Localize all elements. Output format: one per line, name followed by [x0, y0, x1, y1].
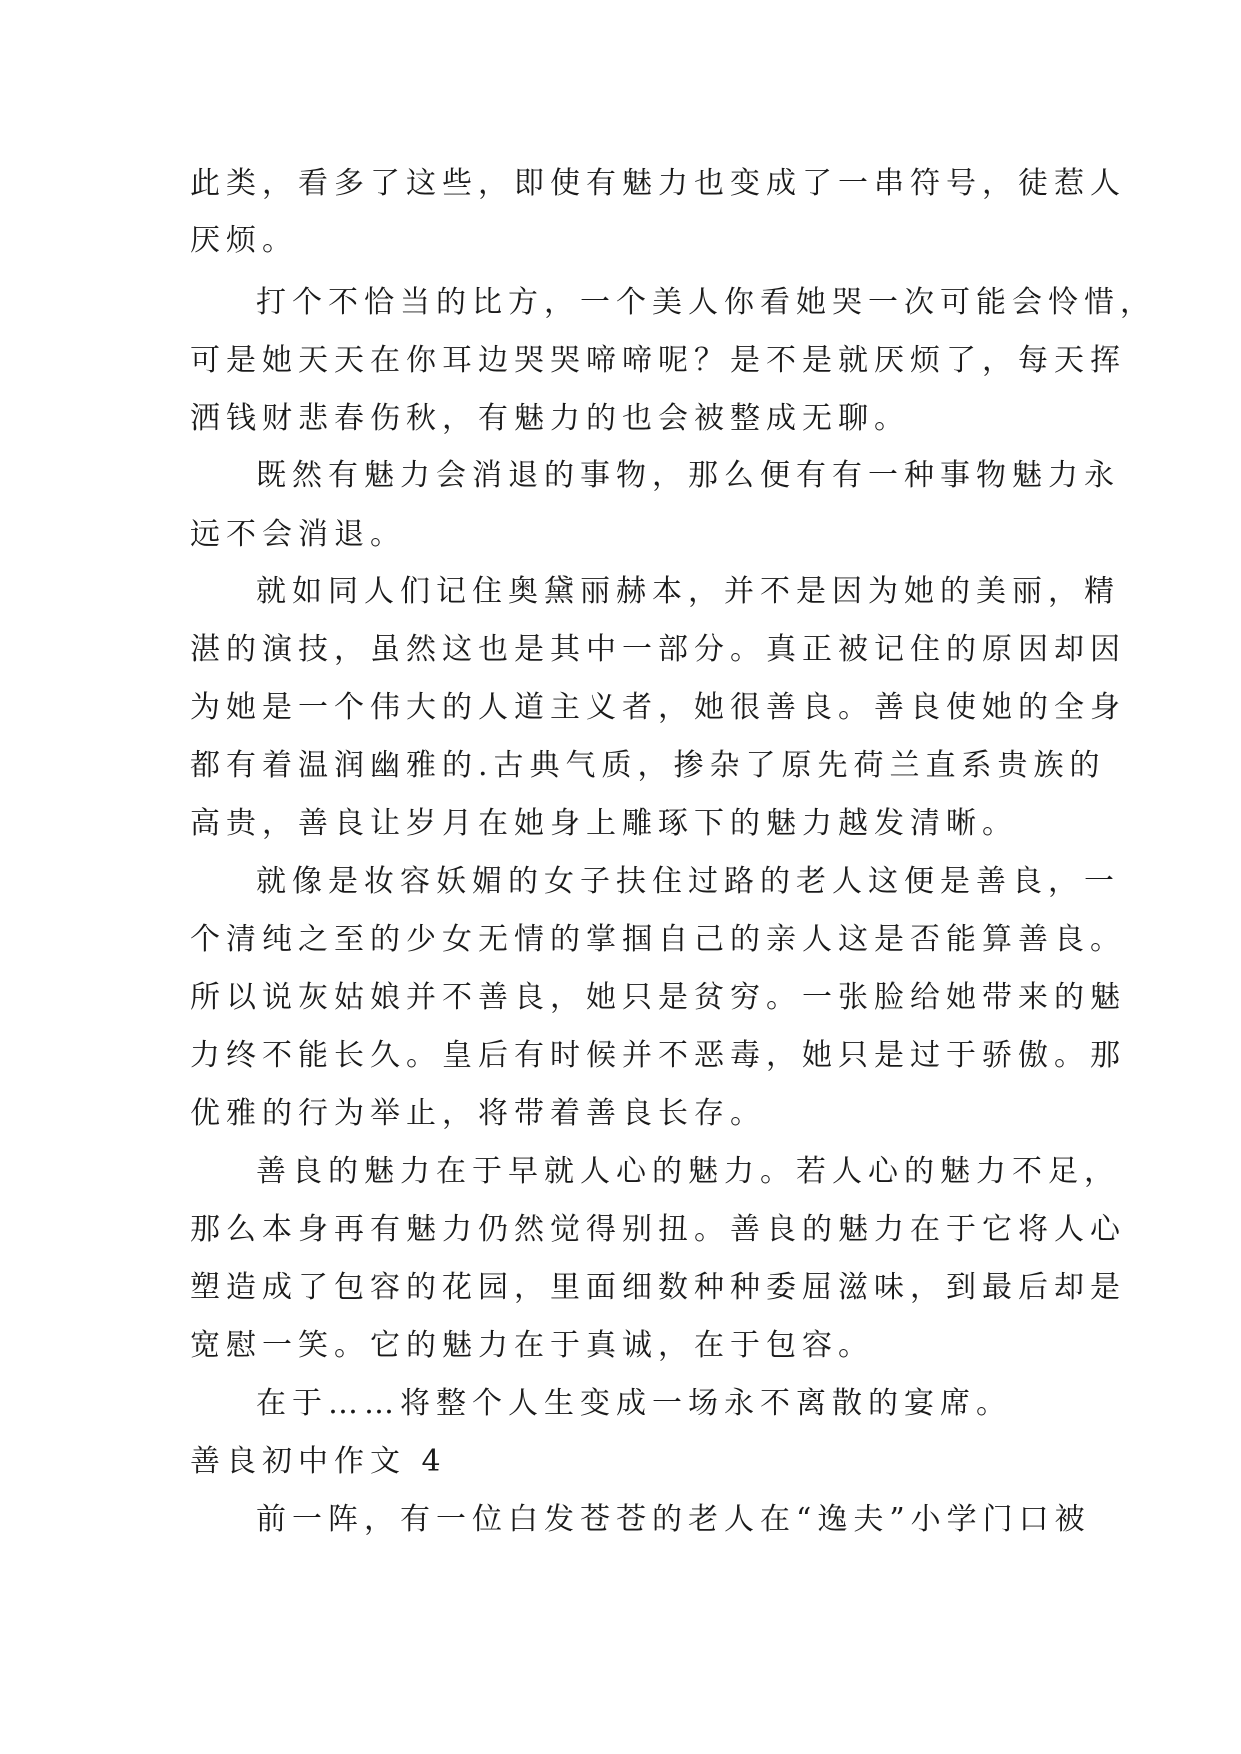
- paragraph-first-line: 就像是妆容妖媚的女子扶住过路的老人这便是善良，一: [256, 864, 1120, 899]
- paragraph-first-line: 打个不恰当的比方，一个美人你看她哭一次可能会怜惜，: [256, 285, 1156, 320]
- text-line: 所以说灰姑娘并不善良，她只是贫穷。一张脸给她带来的魅: [190, 980, 1126, 1015]
- paragraph-first-line: 前一阵，有一位白发苍苍的老人在“逸夫”小学门口被: [256, 1502, 1091, 1537]
- paragraph-first-line: 在于……将整个人生变成一场永不离散的宴席。: [256, 1386, 1012, 1421]
- text-line: 那么本身再有魅力仍然觉得别扭。善良的魅力在于它将人心: [190, 1212, 1126, 1247]
- text-line: 塑造成了包容的花园，里面细数种种委屈滋味，到最后却是: [190, 1270, 1126, 1305]
- text-line: 力终不能长久。皇后有时候并不恶毒，她只是过于骄傲。那: [190, 1038, 1126, 1073]
- text-line: 个清纯之至的少女无情的掌掴自己的亲人这是否能算善良。: [190, 922, 1126, 957]
- text-line: 宽慰一笑。它的魅力在于真诚，在于包容。: [190, 1328, 874, 1363]
- text-line: 优雅的行为举止，将带着善良长存。: [190, 1096, 766, 1131]
- section-heading: 善良初中作文 4: [190, 1444, 447, 1479]
- paragraph-first-line: 就如同人们记住奥黛丽赫本，并不是因为她的美丽，精: [256, 574, 1120, 609]
- paragraph-first-line: 既然有魅力会消退的事物，那么便有有一种事物魅力永: [256, 458, 1120, 493]
- paragraph-first-line: 善良的魅力在于早就人心的魅力。若人心的魅力不足，: [256, 1154, 1120, 1189]
- text-line: 洒钱财悲春伤秋，有魅力的也会被整成无聊。: [190, 401, 910, 436]
- text-line: 为她是一个伟大的人道主义者，她很善良。善良使她的全身: [190, 690, 1126, 725]
- text-line: 此类，看多了这些，即使有魅力也变成了一串符号，徒惹人: [190, 166, 1126, 201]
- text-line: 可是她天天在你耳边哭哭啼啼呢？是不是就厌烦了，每天挥: [190, 343, 1126, 378]
- text-line: 远不会消退。: [190, 517, 406, 552]
- text-line: 都有着温润幽雅的.古典气质，掺杂了原先荷兰直系贵族的: [190, 748, 1106, 783]
- text-line: 厌烦。: [190, 223, 298, 258]
- text-line: 湛的演技，虽然这也是其中一部分。真正被记住的原因却因: [190, 632, 1126, 667]
- text-line: 高贵，善良让岁月在她身上雕琢下的魅力越发清晰。: [190, 806, 1018, 841]
